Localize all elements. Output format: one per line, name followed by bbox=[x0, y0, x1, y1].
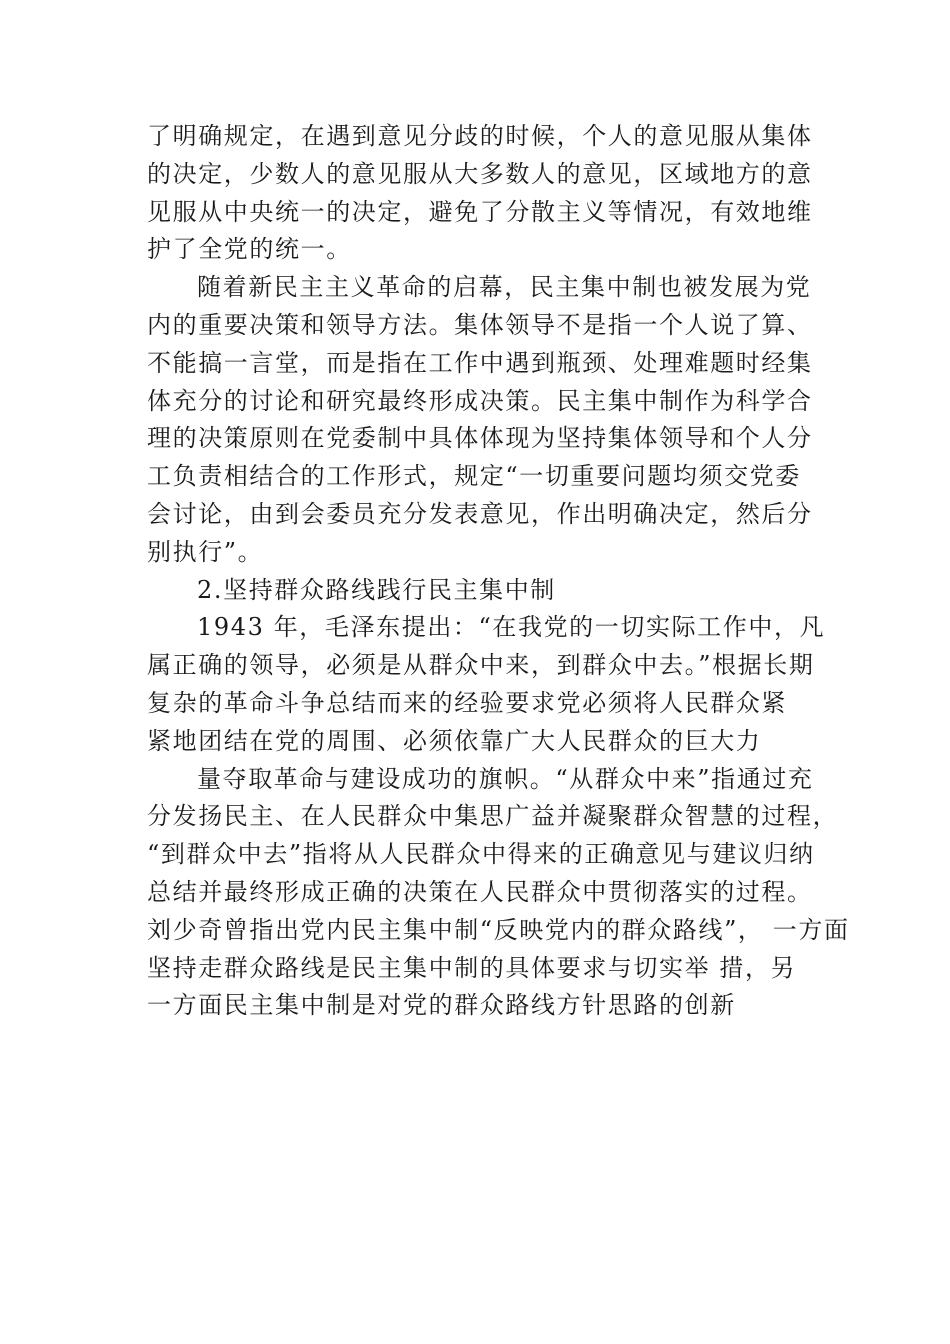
text-line: 紧地团结在党的周围、必须依靠广大人民群众的巨大力 bbox=[147, 726, 762, 755]
text-line: 分发扬民主、在人民群众中集思广益并凝聚群众智慧的过程， bbox=[147, 802, 839, 831]
text-line: 理的决策原则在党委制中具体体现为坚持集体领导和个人分 bbox=[147, 424, 813, 453]
text-line: 会讨论，由到会委员充分发表意见，作出明确决定，然后分 bbox=[147, 499, 813, 528]
text-line: 了明确规定，在遇到意见分歧的时候，个人的意见服从集体 bbox=[147, 122, 813, 150]
text-line: 工负责相结合的工作形式，规定“一切重要问题均须交党委 bbox=[147, 462, 801, 491]
text-line: 复杂的革命斗争总结而来的经验要求党必须将人民群众紧 bbox=[147, 688, 787, 717]
text-line: 不能搞一言堂，而是指在工作中遇到瓶颈、处理难题时经集 bbox=[147, 348, 813, 377]
text-line: 护了全党的统一。 bbox=[147, 235, 352, 264]
text-line: 属正确的领导，必须是从群众中来，到群众中去。”根据长期 bbox=[147, 651, 815, 680]
text-line: 量夺取革命与建设成功的旗帜。“从群众中来”指通过充 bbox=[197, 764, 814, 793]
text-line: 总结并最终形成正确的决策在人民群众中贯彻落实的过程。 bbox=[147, 877, 813, 906]
text-line: 2.坚持群众路线践行民主集中制 bbox=[197, 575, 556, 604]
text-line: 坚持走群众路线是民主集中制的具体要求与切实举 措，另 bbox=[147, 953, 797, 982]
text-line: 刘少奇曾指出党内民主集中制“反映党内的群众路线”， 一方面 bbox=[147, 915, 850, 944]
text-line: 见服从中央统一的决定，避免了分散主义等情况，有效地维 bbox=[147, 197, 813, 226]
text-line: 1943 年，毛泽东提出：“在我党的一切实际工作中，凡 bbox=[197, 613, 826, 642]
text-line: 内的重要决策和领导方法。集体领导不是指一个人说了算、 bbox=[147, 310, 813, 339]
body-text bbox=[147, 118, 850, 1025]
text-line: 一方面民主集中制是对党的群众路线方针思路的创新 bbox=[147, 991, 736, 1020]
text-line: 的决定，少数人的意见服从大多数人的意见，区域地方的意 bbox=[147, 159, 813, 188]
text-line: 随着新民主主义革命的启幕，民主集中制也被发展为党 bbox=[197, 273, 812, 302]
text-line: 别执行”。 bbox=[147, 537, 264, 566]
text-line: “到群众中去”指将从人民群众中得来的正确意见与建议归纳 bbox=[147, 840, 815, 869]
text-line: 体充分的讨论和研究最终形成决策。民主集中制作为科学合 bbox=[147, 386, 813, 415]
